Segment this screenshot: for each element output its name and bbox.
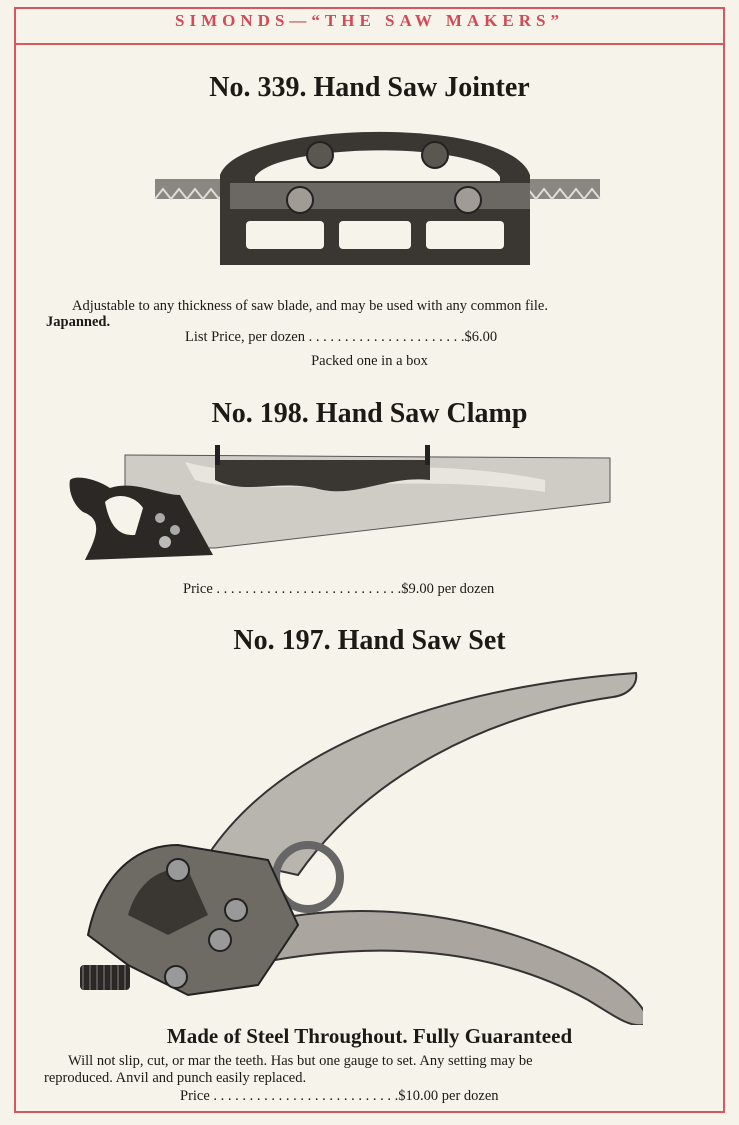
clamp-title: No. 198. Hand Saw Clamp	[211, 398, 528, 429]
sawset-price: Price . . . . . . . . . . . . . . . . . . . . . . . . . .$10.00 per dozen	[180, 1088, 499, 1104]
page-header: SIMONDS—“THE SAW MAKERS”	[175, 11, 564, 30]
jointer-price: List Price, per dozen . . . . . . . . . . . . . . . . . . . . . .$6.00	[185, 329, 498, 345]
header-divider	[14, 43, 725, 45]
jointer-description: Adjustable to any thickness of saw blade, and may be used with any common file.	[72, 298, 548, 314]
clamp-illustration	[65, 440, 615, 580]
sawset-illustration	[68, 665, 643, 1025]
jointer-title: No. 339. Hand Saw Jointer	[209, 72, 530, 103]
jointer-finish: Japanned.	[46, 314, 111, 330]
sawset-description-cont: reproduced. Anvil and punch easily replaced.	[44, 1070, 307, 1086]
sawset-description: Will not slip, cut, or mar the teeth. Has but one gauge to set. Any setting may be	[68, 1053, 533, 1069]
clamp-price: Price . . . . . . . . . . . . . . . . . . . . . . . . . .$9.00 per dozen	[183, 581, 495, 597]
jointer-packing-note: Packed one in a box	[311, 353, 428, 369]
sawset-title: No. 197. Hand Saw Set	[233, 625, 506, 656]
jointer-illustration	[150, 115, 605, 280]
sawset-guarantee: Made of Steel Throughout. Fully Guaranteed	[166, 1024, 573, 1048]
